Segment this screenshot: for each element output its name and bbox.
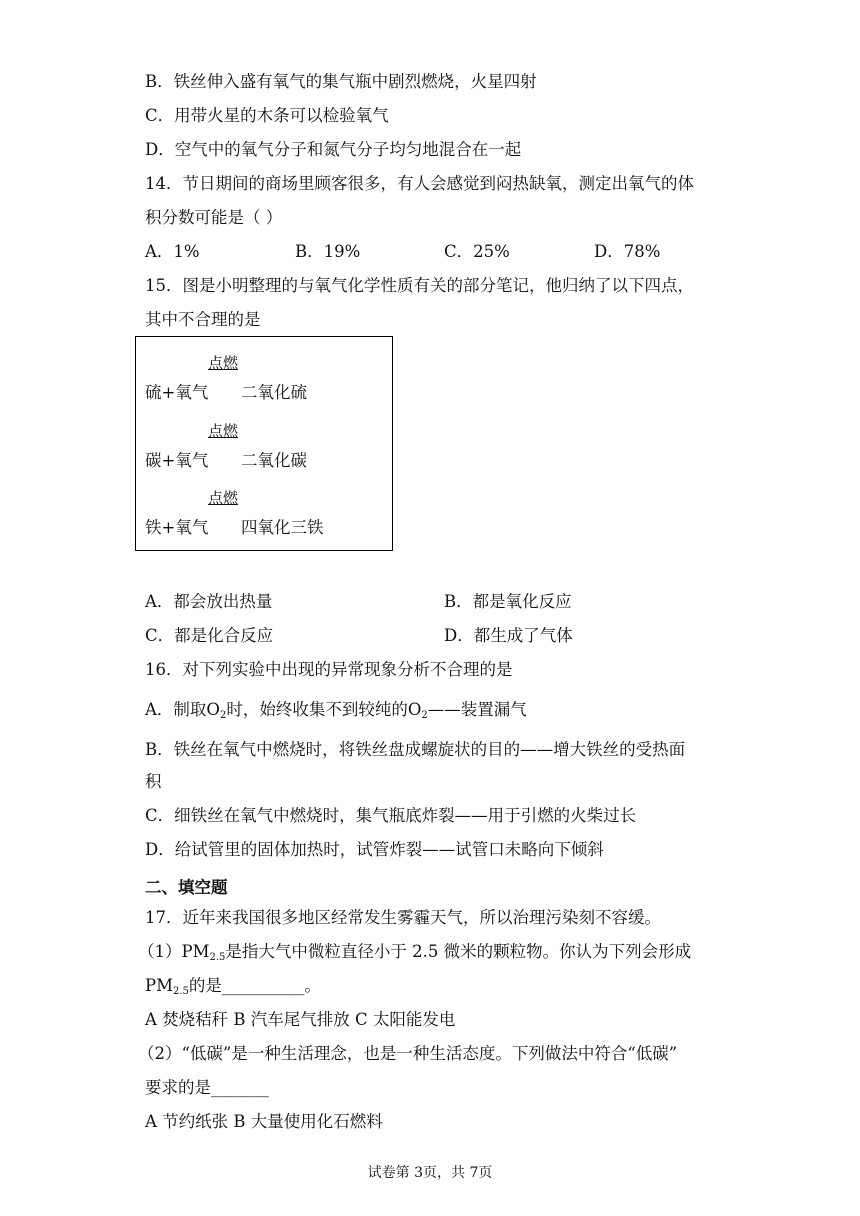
reaction-condition: 点燃 (208, 422, 239, 440)
q16-option-a: A．制取$O_2$时，始终收集不到较纯的$O_2——$装置漏气 (145, 700, 527, 721)
q14-option-b: B．19% (295, 242, 361, 261)
q17-part1-line2: $PM_{2.5}$的是__________。 (145, 976, 321, 997)
q16-option-b-line2: 积 (145, 772, 162, 791)
q16-stem: 16．对下列实验中出现的异常现象分析不合理的是 (145, 660, 513, 679)
page-footer: 试卷第 3页，共 7页 (367, 1165, 493, 1181)
q15-option-a: A．都会放出热量 (145, 592, 273, 611)
q14-stem-line2: 积分数可能是（ ） (145, 208, 283, 227)
q15-option-c: C．都是化合反应 (145, 626, 274, 645)
reaction-product: 二氧化硫 (241, 383, 307, 402)
reaction-notes-box (135, 336, 393, 551)
q14-option-c: C．25% (444, 242, 510, 261)
q16-option-d: D．给试管里的固体加热时，试管炸裂——试管口未略向下倾斜 (145, 840, 604, 859)
reaction-condition: 点燃 (208, 489, 239, 507)
reaction-product: 二氧化碳 (241, 451, 307, 470)
q14-option-a: A．1% (145, 242, 200, 261)
q17-part2-line2: 要求的是_______ (145, 1078, 269, 1097)
q14-option-d: D．78% (594, 242, 661, 261)
q17-part1-line1: $(1)PM_{2.5}$是指大气中微粒直径小于 2.5 微米的颗粒物。你认为下列会形成 (138, 942, 692, 963)
reaction-reactants: 碳+氧气 (145, 451, 209, 470)
q13-option-d: D．空气中的氧气分子和氮气分子均匀地混合在一起 (145, 140, 522, 159)
q16-option-b-line1: B．铁丝在氧气中燃烧时，将铁丝盘成螺旋状的目的——增大铁丝的受热面 (145, 740, 686, 759)
q15-option-d: D．都生成了气体 (444, 626, 573, 645)
reaction-reactants: 铁+氧气 (145, 518, 209, 537)
q17-part2-options: A 节约纸张 B 大量使用化石燃料 (145, 1112, 383, 1131)
q14-stem-line1: 14．节日期间的商场里顾客很多，有人会感觉到闷热缺氧，测定出氧气的体 (145, 174, 694, 193)
q13-option-c: C．用带火星的木条可以检验氧气 (145, 106, 389, 125)
q16-option-c: C．细铁丝在氧气中燃烧时，集气瓶底炸裂——用于引燃的火柴过长 (145, 806, 637, 825)
q15-option-b: B．都是氧化反应 (444, 592, 572, 611)
reaction-condition: 点燃 (208, 354, 239, 372)
q17-stem: 17．近年来我国很多地区经常发生雾霾天气，所以治理污染刻不容缓。 (145, 908, 661, 927)
reaction-reactants: 硫+氧气 (145, 383, 209, 402)
section-heading: 二、填空题 (145, 878, 228, 897)
q15-stem-line1: 15．图是小明整理的与氧气化学性质有关的部分笔记，他归纳了以下四点， (145, 276, 694, 295)
q17-part1-options: A 焚烧秸秆 B 汽车尾气排放 C 太阳能发电 (145, 1010, 456, 1029)
q13-option-b: B．铁丝伸入盛有氧气的集气瓶中剧烈燃烧，火星四射 (145, 72, 537, 91)
reaction-product: 四氧化三铁 (241, 518, 324, 537)
q17-part2-line1: （2）“低碳”是一种生活理念，也是一种生活态度。下列做法中符合“低碳” (138, 1044, 678, 1063)
q15-stem-line2: 其中不合理的是 (145, 310, 261, 329)
